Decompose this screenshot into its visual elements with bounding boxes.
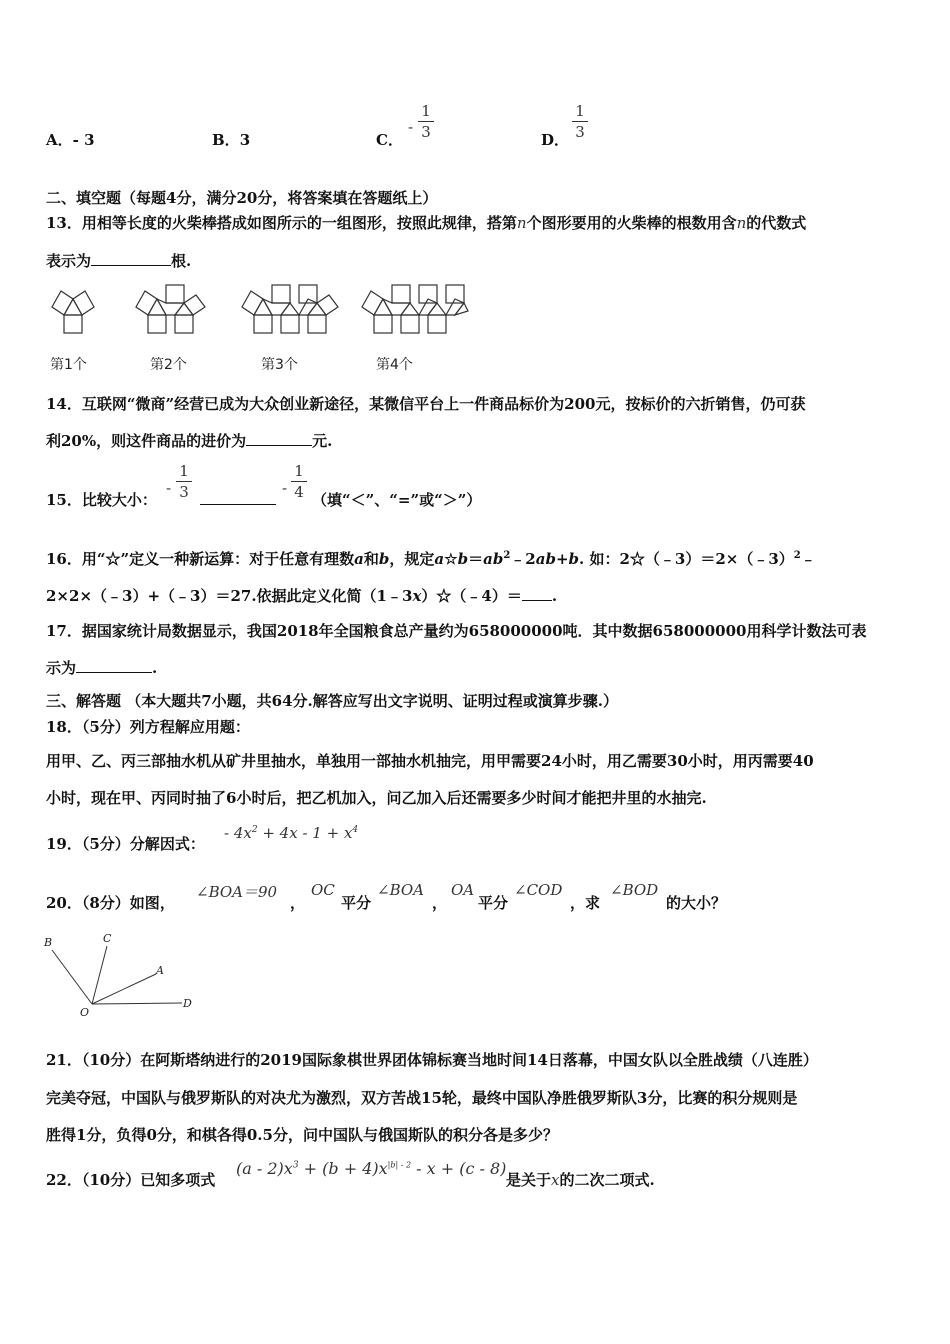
q15-f1-sign: - — [166, 479, 172, 497]
q16-ab: ab — [483, 550, 504, 568]
q13-caption-2: 第2个 — [150, 357, 187, 373]
q16-sup2: 2 — [503, 550, 511, 561]
q15-fraction-2 — [291, 463, 307, 500]
q13-answer-blank — [91, 251, 171, 266]
q18-title-line — [46, 716, 250, 737]
pattern-2 — [136, 285, 205, 333]
q22-part-3: - x + (c - 8) — [411, 1159, 507, 1178]
section2-heading: 二、填空题（每题4分，满分20分，将答案填在答题纸上） — [46, 189, 438, 207]
q16-number: 16． — [46, 550, 82, 568]
ray-od — [92, 1003, 182, 1004]
q20-text-2: 平分 — [341, 894, 372, 912]
option-c-fraction — [418, 103, 434, 140]
q15-number: 15． — [46, 491, 82, 509]
option-d-denominator: 3 — [575, 123, 585, 141]
q17-text1: 据国家统计局数据显示，我国2018年全国粮食总产量约为658000000吨．其中数据658000000用科学计数法可表 — [81, 622, 867, 640]
q20-math-1: ∠BOA＝90 — [196, 883, 278, 901]
q15-f2-numerator: 1 — [294, 462, 304, 480]
pattern-4 — [362, 285, 468, 333]
q22-number: 22． — [46, 1171, 82, 1189]
q16-and: 和 — [363, 550, 379, 568]
q15-text2: （填“＜”、“=”或“＞”） — [312, 491, 482, 509]
q13-line2 — [46, 250, 191, 271]
q16-sup3: 2 — [793, 550, 801, 561]
option-d-fraction — [572, 103, 588, 140]
q18-title: （5分）列方程解应用题： — [81, 718, 250, 736]
q16-text3: . 如：2☆（﹣3）＝2×（﹣3） — [579, 550, 794, 568]
q16-text5: 2×2×（﹣3）+（﹣3）＝27.依据此定义化简（1﹣3 — [46, 587, 413, 605]
q20-angle-figure — [40, 930, 210, 1020]
q17-text2: 示为 — [46, 659, 77, 677]
q21-line1 — [46, 1049, 818, 1070]
pattern-3 — [242, 285, 338, 333]
q16-expr-b: b — [457, 550, 469, 568]
label-c: C — [103, 932, 112, 945]
q16-b2: b — [568, 550, 580, 568]
q16-plus: + — [555, 550, 569, 568]
q14-line2 — [46, 430, 332, 451]
q21-number: 21． — [46, 1051, 82, 1069]
q14-text1: 互联网“微商”经营已成为大众创业新途径，某微信平台上一件商品标价为200元，按标价的六折销售，仍可获 — [81, 395, 806, 413]
q14-line1 — [46, 393, 805, 414]
q16-text6: ）☆（﹣4）＝ — [421, 587, 522, 605]
q15-text1: 比较大小： — [81, 491, 157, 509]
q22-title-line — [46, 1169, 215, 1190]
q20-text-5: ，求 — [570, 894, 601, 912]
q13-text1: 用相等长度的火柴棒搭成如图所示的一组图形，按照此规律，搭第 — [81, 214, 517, 232]
q13-var2: n — [736, 214, 747, 232]
q17-line2 — [46, 657, 157, 678]
ray-oa — [92, 974, 156, 1004]
q20-number: 20． — [46, 894, 82, 912]
q18-line1: 用甲、乙、丙三部抽水机从矿井里抽水，单独用一部抽水机抽完，用甲需要24小时，用乙需要30小时，用丙需要40 — [46, 752, 814, 770]
q15-f1-denominator: 3 — [179, 483, 189, 501]
ray-oc — [92, 946, 107, 1004]
q13-caption-3: 第3个 — [261, 357, 298, 373]
q19-expr-b: + 4x - 1 + x — [257, 824, 353, 842]
q15-f1-numerator: 1 — [179, 462, 189, 480]
q22-tail — [506, 1169, 655, 1190]
pattern-1 — [52, 291, 94, 333]
q19-expression — [224, 824, 358, 842]
q22-part-2: + (b + 4)x — [298, 1159, 388, 1178]
label-o: O — [80, 1006, 90, 1019]
q17-line1 — [46, 620, 867, 641]
q19-title-line — [46, 833, 205, 854]
q16-answer-blank — [522, 586, 552, 601]
q13-text2: 个图形要用的火柴棒的根数用含 — [526, 214, 737, 232]
q15-prefix — [46, 489, 157, 510]
q16-var-x: x — [412, 587, 422, 605]
q14-text3: 元. — [312, 432, 333, 450]
option-c-label: C． — [376, 131, 403, 149]
option-a-label: A． — [46, 131, 73, 149]
q22-text-3: 的二次二项式. — [559, 1171, 655, 1189]
q18-number: 18． — [46, 718, 82, 736]
q14-number: 14． — [46, 395, 82, 413]
q15-f2-sign: - — [282, 479, 288, 497]
q16-line2 — [46, 585, 557, 606]
q21-text1: （10分）在阿斯塔纳进行的2019国际象棋世界团体锦标赛当地时间14日落幕，中国女队以全胜战绩（八连胜） — [81, 1051, 818, 1069]
q16-star: ☆ — [444, 550, 458, 568]
q20-math-2: OC — [311, 881, 335, 899]
q21-line2: 完美夺冠，中国队与俄罗斯队的对决尤为激烈，双方苦战15轮，最终中国队净胜俄罗斯队3分，比赛的积分规则是 — [46, 1089, 798, 1107]
q15-answer-blank-wrap — [200, 490, 276, 509]
q13-caption-1: 第1个 — [50, 357, 87, 373]
option-c-denominator: 3 — [421, 123, 431, 141]
q22-sup-2: |b| - 2 — [387, 1160, 412, 1170]
ray-ob — [52, 950, 92, 1004]
label-a: A — [156, 964, 164, 977]
q13-text5: 根. — [171, 252, 192, 270]
q16-line1 — [46, 548, 816, 569]
q20-math-3: ∠BOA — [377, 881, 424, 899]
q15-fraction-1 — [176, 463, 192, 500]
option-a — [46, 129, 95, 150]
q20-comma-1: ， — [290, 894, 306, 912]
q16-text4: ﹣ — [800, 550, 816, 568]
q16-var-b: b — [378, 550, 390, 568]
label-b: B — [44, 936, 53, 949]
option-b-label: B． — [212, 131, 240, 149]
q16-text7: . — [551, 587, 558, 605]
q15-f2-denominator: 4 — [294, 483, 304, 501]
q19-title: （5分）分解因式： — [81, 835, 205, 853]
q13-caption-4: 第4个 — [376, 357, 413, 373]
q20-math-5: ∠COD — [514, 881, 563, 899]
q13-line1 — [46, 212, 806, 233]
q20-text-6: 的大小？ — [666, 894, 727, 912]
q19-number: 19． — [46, 835, 82, 853]
q22-title: （10分）已知多项式 — [81, 1171, 216, 1189]
option-c-sign: - — [408, 118, 414, 136]
q16-eq: ＝ — [468, 550, 484, 568]
q20-title: （8分）如图， — [81, 894, 175, 912]
q17-number: 17． — [46, 622, 82, 640]
q19-expr-sup2: 4 — [352, 825, 359, 835]
q21-line3: 胜得1分，负得0分，和棋各得0.5分，问中国队与俄国斯队的积分各是多少？ — [46, 1126, 558, 1144]
q16-rest: ﹣2 — [510, 550, 536, 568]
q20-text-4: 平分 — [478, 894, 509, 912]
q20-comma-2: ， — [432, 894, 448, 912]
q22-text-2: 是关于 — [506, 1171, 552, 1189]
q16-text2: ，规定 — [389, 550, 435, 568]
q22-sup-1: 3 — [292, 1160, 299, 1171]
q14-answer-blank — [246, 431, 312, 446]
q22-var: x — [551, 1171, 560, 1189]
q16-text1: 用“☆”定义一种新运算：对于任意有理数 — [81, 550, 355, 568]
option-d-numerator: 1 — [575, 102, 585, 120]
q13-matchstick-figure — [44, 283, 474, 353]
q16-ab2: ab — [535, 550, 556, 568]
section3-heading: 三、解答题 （本大题共7小题，共64分.解答应写出文字说明、证明过程或演算步骤.） — [46, 692, 618, 710]
option-b — [212, 129, 250, 150]
q20-line — [46, 892, 175, 913]
q18-line2: 小时，现在甲、丙同时抽了6小时后，把乙机加入，问乙加入后还需要多少时间才能把井里的水抽完. — [46, 789, 707, 807]
q16-expr-a: a — [434, 550, 445, 568]
q15-answer-blank — [200, 490, 276, 505]
q20-math-4: OA — [451, 881, 475, 899]
q22-expression — [236, 1159, 506, 1178]
q17-text3: . — [152, 659, 158, 677]
q13-text3: 的代数式 — [746, 214, 807, 232]
option-d-label: D． — [541, 131, 570, 149]
q14-text2: 利20%，则这件商品的进价为 — [46, 432, 247, 450]
q13-var1: n — [516, 214, 527, 232]
q19-expr-sup1: 2 — [251, 825, 258, 835]
q19-expr-a: - 4x — [224, 824, 252, 842]
option-c-numerator: 1 — [421, 102, 431, 120]
q20-math-6: ∠BOD — [610, 881, 659, 899]
q13-number: 13． — [46, 214, 82, 232]
q13-text4: 表示为 — [46, 252, 92, 270]
option-a-value: - 3 — [72, 131, 95, 149]
q17-answer-blank — [76, 658, 152, 673]
option-b-value: 3 — [239, 131, 251, 149]
q16-var-a: a — [354, 550, 364, 568]
label-d: D — [183, 997, 192, 1010]
q22-part-1: (a - 2)x — [236, 1159, 293, 1178]
